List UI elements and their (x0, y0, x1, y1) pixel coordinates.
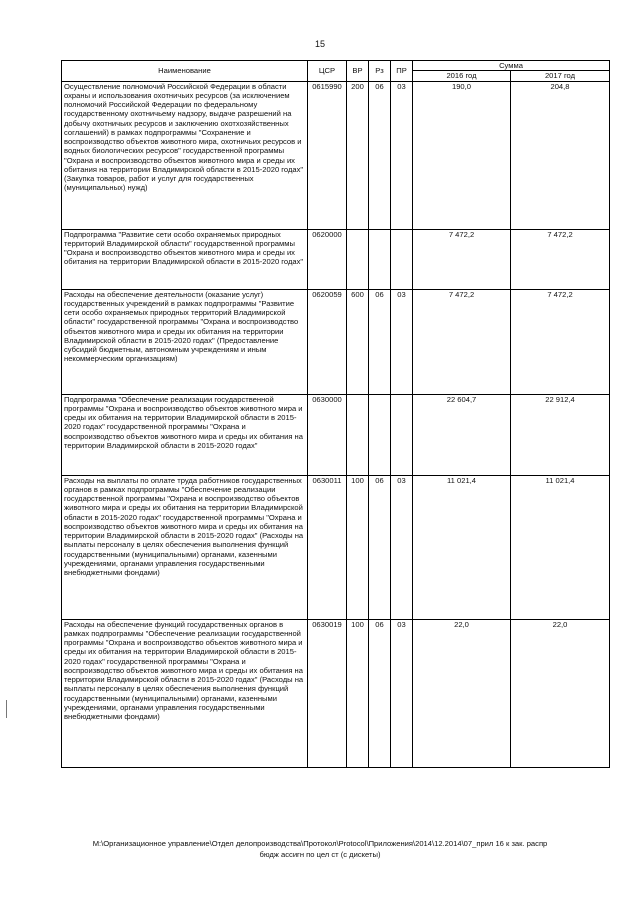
row-sum-2016: 11 021,4 (413, 475, 511, 619)
footer-line-1: M:\Организационное управление\Отдел делопроизводства\Протокол\Protocol\Приложения\2014\12.2014\07_прил 16 к зак. распр (92, 839, 548, 848)
table-row (62, 229, 610, 289)
row-sum-2017: 7 472,2 (511, 289, 610, 394)
header-csr: ЦСР (308, 61, 347, 82)
row-sum-2017: 22 912,4 (511, 394, 610, 475)
header-year-2016: 2016 год (413, 71, 511, 81)
row-sum-2017: 11 021,4 (511, 475, 610, 619)
row-name: Осуществление полномочий Российской Федерации в области охраны и использования охотничьих ресурсов (за исключением полномочий Российской Федерации по федеральному государственному охотничьему надзору, выдаче разрешений на добычу охотничьих ресурсов и заключению охотхозяйственных соглашений) в рамках подпрограммы "Сохранение и воспроизводство объектов животного мира, охотничьих ресурсов и водных биологических ресурсов" государственной программы "Охрана и воспроизводство объектов животного мира и среды их обитания на территории Владимирской области в 2015-2020 годах" (Закупка товаров, работ и услуг для государственных (муниципальных) нужд) (62, 81, 308, 229)
header-pr: ПР (391, 61, 413, 82)
row-sum-2016: 7 472,2 (413, 289, 511, 394)
row-sum-2016: 190,0 (413, 81, 511, 229)
row-rz (369, 394, 391, 475)
table-row (62, 289, 610, 394)
row-csr: 0630011 (308, 475, 347, 619)
table-row (62, 619, 610, 767)
header-vr: ВР (347, 61, 369, 82)
row-pr (391, 229, 413, 289)
table-row (62, 475, 610, 619)
header-name: Наименование (62, 61, 308, 82)
row-sum-2016: 22,0 (413, 619, 511, 767)
row-name: Подпрограмма "Обеспечение реализации государственной программы "Охрана и воспроизводство объектов животного мира и среды их обитания на территории Владимирской области в 2015-2020 годах" государственной программы "Охрана и воспроизводство объектов животного мира и среды их обитания на территории Владимирской области в 2015-2020 годах" (62, 394, 308, 475)
row-sum-2017: 204,8 (511, 81, 610, 229)
row-vr: 200 (347, 81, 369, 229)
row-vr (347, 394, 369, 475)
row-name: Расходы на выплаты по оплате труда работников государственных органов в рамках подпрограммы "Обеспечение реализации государственной программы "Охрана и воспроизводство объектов животного мира и среды их обитания на территории Владимирской области в 2015-2020 годах" государственной программы "Охрана и воспроизводство объектов животного мира и среды их обитания на территории Владимирской области в 2015-2020 годах" (Расходы на выплаты персоналу в целях обеспечения выполнения функций государственными (муниципальными) органами, казенными учреждениями, органами управления государственными внебюджетными фондами) (62, 475, 308, 619)
row-vr: 600 (347, 289, 369, 394)
row-sum-2017: 22,0 (511, 619, 610, 767)
row-rz: 06 (369, 81, 391, 229)
header-year-2017: 2017 год (511, 71, 610, 81)
page-number: 15 (314, 39, 325, 49)
table-row (62, 394, 610, 475)
row-csr: 0630000 (308, 394, 347, 475)
row-vr: 100 (347, 619, 369, 767)
row-rz (369, 229, 391, 289)
row-csr: 0620000 (308, 229, 347, 289)
row-pr (391, 394, 413, 475)
row-name: Расходы на обеспечение функций государственных органов в рамках подпрограммы "Обеспечение реализации государственной программы "Охрана и воспроизводство объектов животного мира и среды их обитания на территории Владимирской области в 2015-2020 годах" государственной программы "Охрана и воспроизводство объектов животного мира и среды их обитания на территории Владимирской области в 2015-2020 годах" (Расходы на выплаты персоналу в целях обеспечения выполнения функций государственными (муниципальными) органами, казенными учреждениями, органами управления государственными внебюджетными фондами) (62, 619, 308, 767)
row-name: Расходы на обеспечение деятельности (оказание услуг) государственных учреждений в рамках подпрограммы "Развитие сети особо охраняемых природных территорий Владимирской области" государственной программы "Охрана и воспроизводство объектов животного мира и среды их обитания на территории Владимирской области в 2015-2020 годах" (Предоставление субсидий бюджетным, автономным учреждениям и иным некоммерческим организациям) (62, 289, 308, 394)
row-pr: 03 (391, 475, 413, 619)
row-sum-2017: 7 472,2 (511, 229, 610, 289)
row-csr: 0630019 (308, 619, 347, 767)
header-sum: Сумма (413, 61, 610, 71)
row-csr: 0615990 (308, 81, 347, 229)
row-rz: 06 (369, 289, 391, 394)
row-name: Подпрограмма "Развитие сети особо охраняемых природных территорий Владимирской области" государственной программы "Охрана и воспроизводство объектов животного мира и среды их обитания на территории Владимирской области в 2015-2020 годах" (62, 229, 308, 289)
row-vr: 100 (347, 475, 369, 619)
footer-line-2: бюдж ассигн по цел ст (с дискеты) (259, 850, 381, 859)
row-pr: 03 (391, 81, 413, 229)
margin-mark (6, 700, 7, 718)
row-sum-2016: 7 472,2 (413, 229, 511, 289)
row-rz: 06 (369, 475, 391, 619)
table-row (62, 81, 610, 229)
budget-table (61, 60, 610, 768)
row-pr: 03 (391, 619, 413, 767)
row-rz: 06 (369, 619, 391, 767)
row-pr: 03 (391, 289, 413, 394)
header-rz: Рз (369, 61, 391, 82)
file-path-footer (60, 838, 580, 860)
row-sum-2016: 22 604,7 (413, 394, 511, 475)
row-csr: 0620059 (308, 289, 347, 394)
row-vr (347, 229, 369, 289)
